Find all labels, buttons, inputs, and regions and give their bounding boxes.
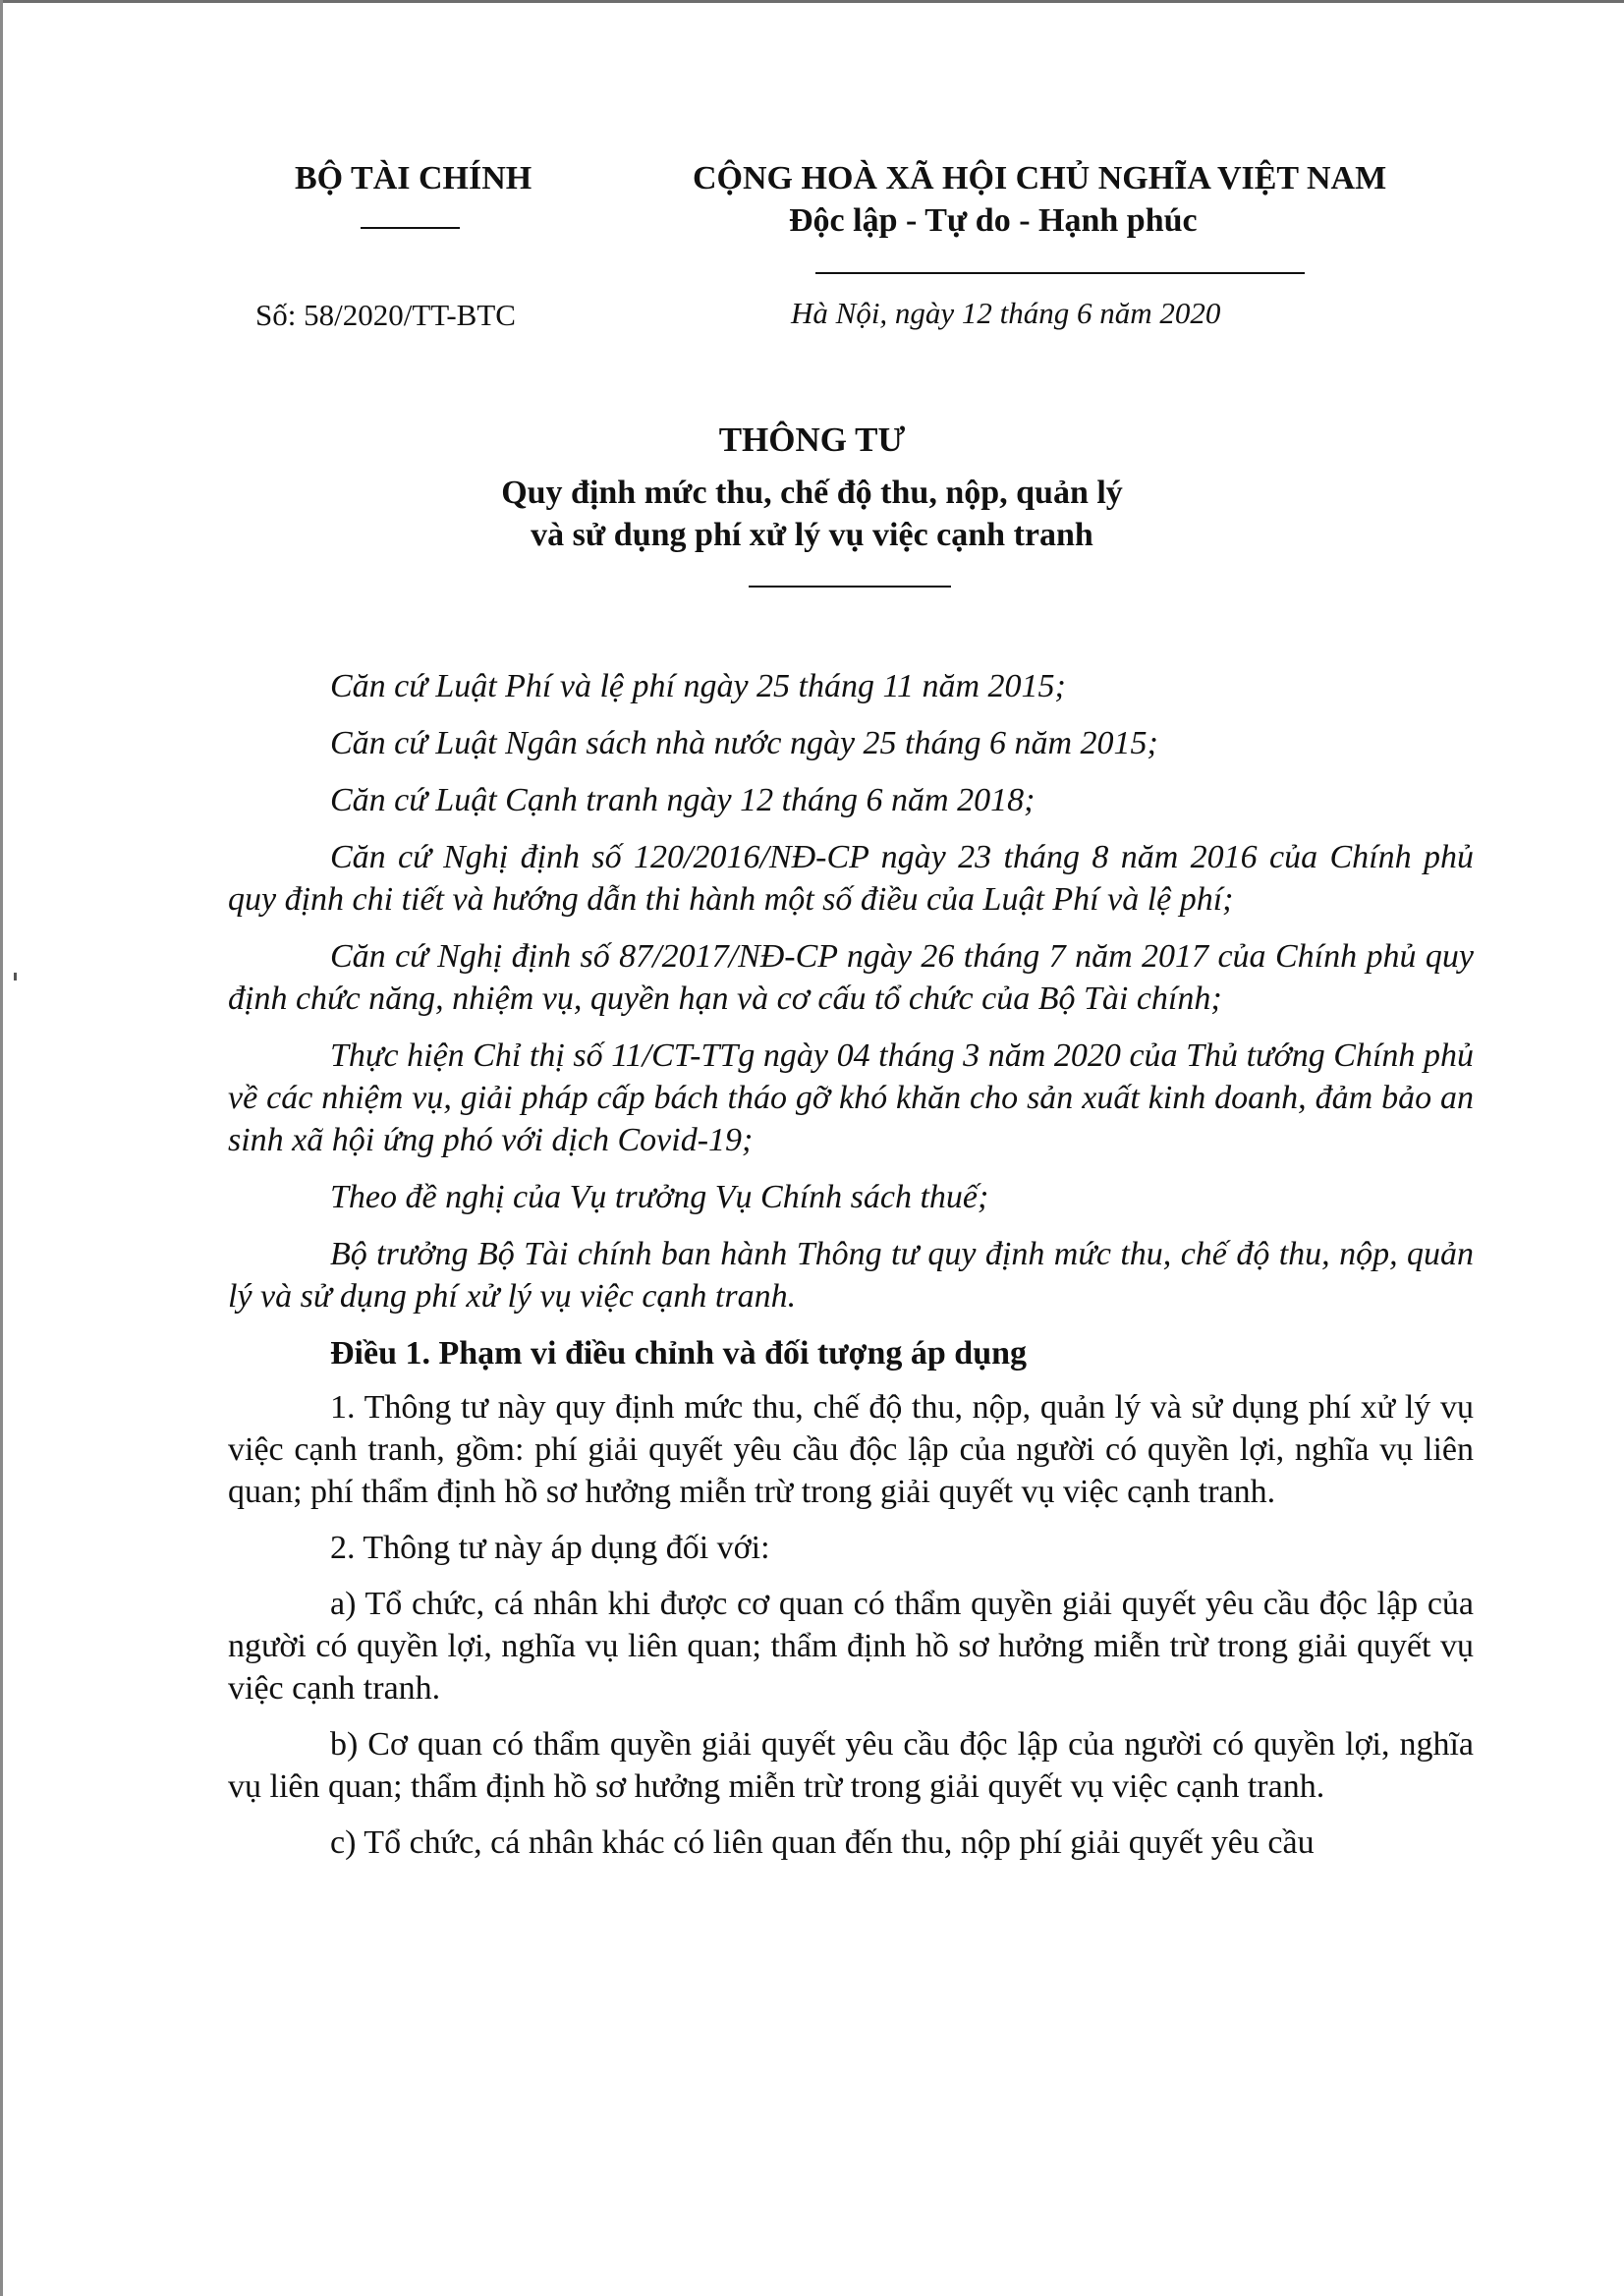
ministry-underline — [361, 227, 460, 229]
article-clause: b) Cơ quan có thẩm quyền giải quyết yêu cầu độc lập của người có quyền lợi, nghĩa vụ liên quan; thẩm định hồ sơ hưởng miễn trừ trong giải quyết vụ việc cạnh tranh. — [228, 1726, 1474, 1805]
preamble-line: Thực hiện Chỉ thị số 11/CT-TTg ngày 04 tháng 3 năm 2020 của Thủ tướng Chính phủ về các nhiệm vụ, giải pháp cấp bách tháo gỡ khó khăn cho sản xuất kinh doanh, đảm bảo an sinh xã hội ứng phó với dịch Covid-19; — [228, 1037, 1474, 1158]
scan-mark — [14, 973, 17, 980]
preamble-line: Căn cứ Luật Ngân sách nhà nước ngày 25 tháng 6 năm 2015; — [330, 725, 1158, 761]
motto: Độc lập - Tự do - Hạnh phúc — [789, 202, 1198, 239]
scan-left-edge — [0, 0, 3, 2296]
title-line-1: Quy định mức thu, chế độ thu, nộp, quản lý — [501, 475, 1123, 511]
document-type: THÔNG TƯ — [718, 420, 906, 459]
scan-top-edge — [0, 0, 1624, 3]
document-body — [228, 665, 1474, 1877]
title-underline — [749, 586, 951, 588]
preamble-line: Căn cứ Nghị định số 87/2017/NĐ-CP ngày 26 tháng 7 năm 2017 của Chính phủ quy định chức năng, nhiệm vụ, quyền hạn và cơ cấu tổ chức của Bộ Tài chính; — [228, 938, 1474, 1017]
ministry-name: BỘ TÀI CHÍNH — [295, 160, 532, 196]
preamble-line: Căn cứ Luật Phí và lệ phí ngày 25 tháng 11 năm 2015; — [330, 668, 1066, 704]
preamble-line: Theo đề nghị của Vụ trưởng Vụ Chính sách thuế; — [330, 1179, 989, 1215]
preamble-line: Căn cứ Luật Cạnh tranh ngày 12 tháng 6 năm 2018; — [330, 782, 1036, 818]
article-clause: c) Tổ chức, cá nhân khác có liên quan đến thu, nộp phí giải quyết yêu cầu — [330, 1824, 1315, 1861]
article-1-heading: Điều 1. Phạm vi điều chỉnh và đối tượng áp dụng — [330, 1335, 1028, 1372]
article-clause: 2. Thông tư này áp dụng đối với: — [330, 1530, 770, 1566]
title-line-2: và sử dụng phí xử lý vụ việc cạnh tranh — [531, 517, 1093, 553]
place-date: Hà Nội, ngày 12 tháng 6 năm 2020 — [791, 296, 1221, 330]
document-number: Số: 58/2020/TT-BTC — [255, 298, 516, 332]
motto-underline — [815, 272, 1305, 274]
preamble-line: Căn cứ Nghị định số 120/2016/NĐ-CP ngày 23 tháng 8 năm 2016 của Chính phủ quy định chi tiết và hướng dẫn thi hành một số điều của Luật Phí và lệ phí; — [228, 839, 1474, 918]
article-clause: a) Tổ chức, cá nhân khi được cơ quan có thẩm quyền giải quyết yêu cầu độc lập của người có quyền lợi, nghĩa vụ liên quan; thẩm định hồ sơ hưởng miễn trừ trong giải quyết vụ việc cạnh tranh. — [228, 1586, 1474, 1707]
preamble-line: Bộ trưởng Bộ Tài chính ban hành Thông tư quy định mức thu, chế độ thu, nộp, quản lý và sử dụng phí xử lý vụ việc cạnh tranh. — [228, 1236, 1474, 1315]
country-name: CỘNG HOÀ XÃ HỘI CHỦ NGHĨA VIỆT NAM — [693, 160, 1387, 196]
article-clause: 1. Thông tư này quy định mức thu, chế độ thu, nộp, quản lý và sử dụng phí xử lý vụ việc cạnh tranh, gồm: phí giải quyết yêu cầu độc lập của người có quyền lợi, nghĩa vụ liên quan; phí thẩm định hồ sơ hưởng miễn trừ trong giải quyết vụ việc cạnh tranh. — [228, 1389, 1474, 1510]
